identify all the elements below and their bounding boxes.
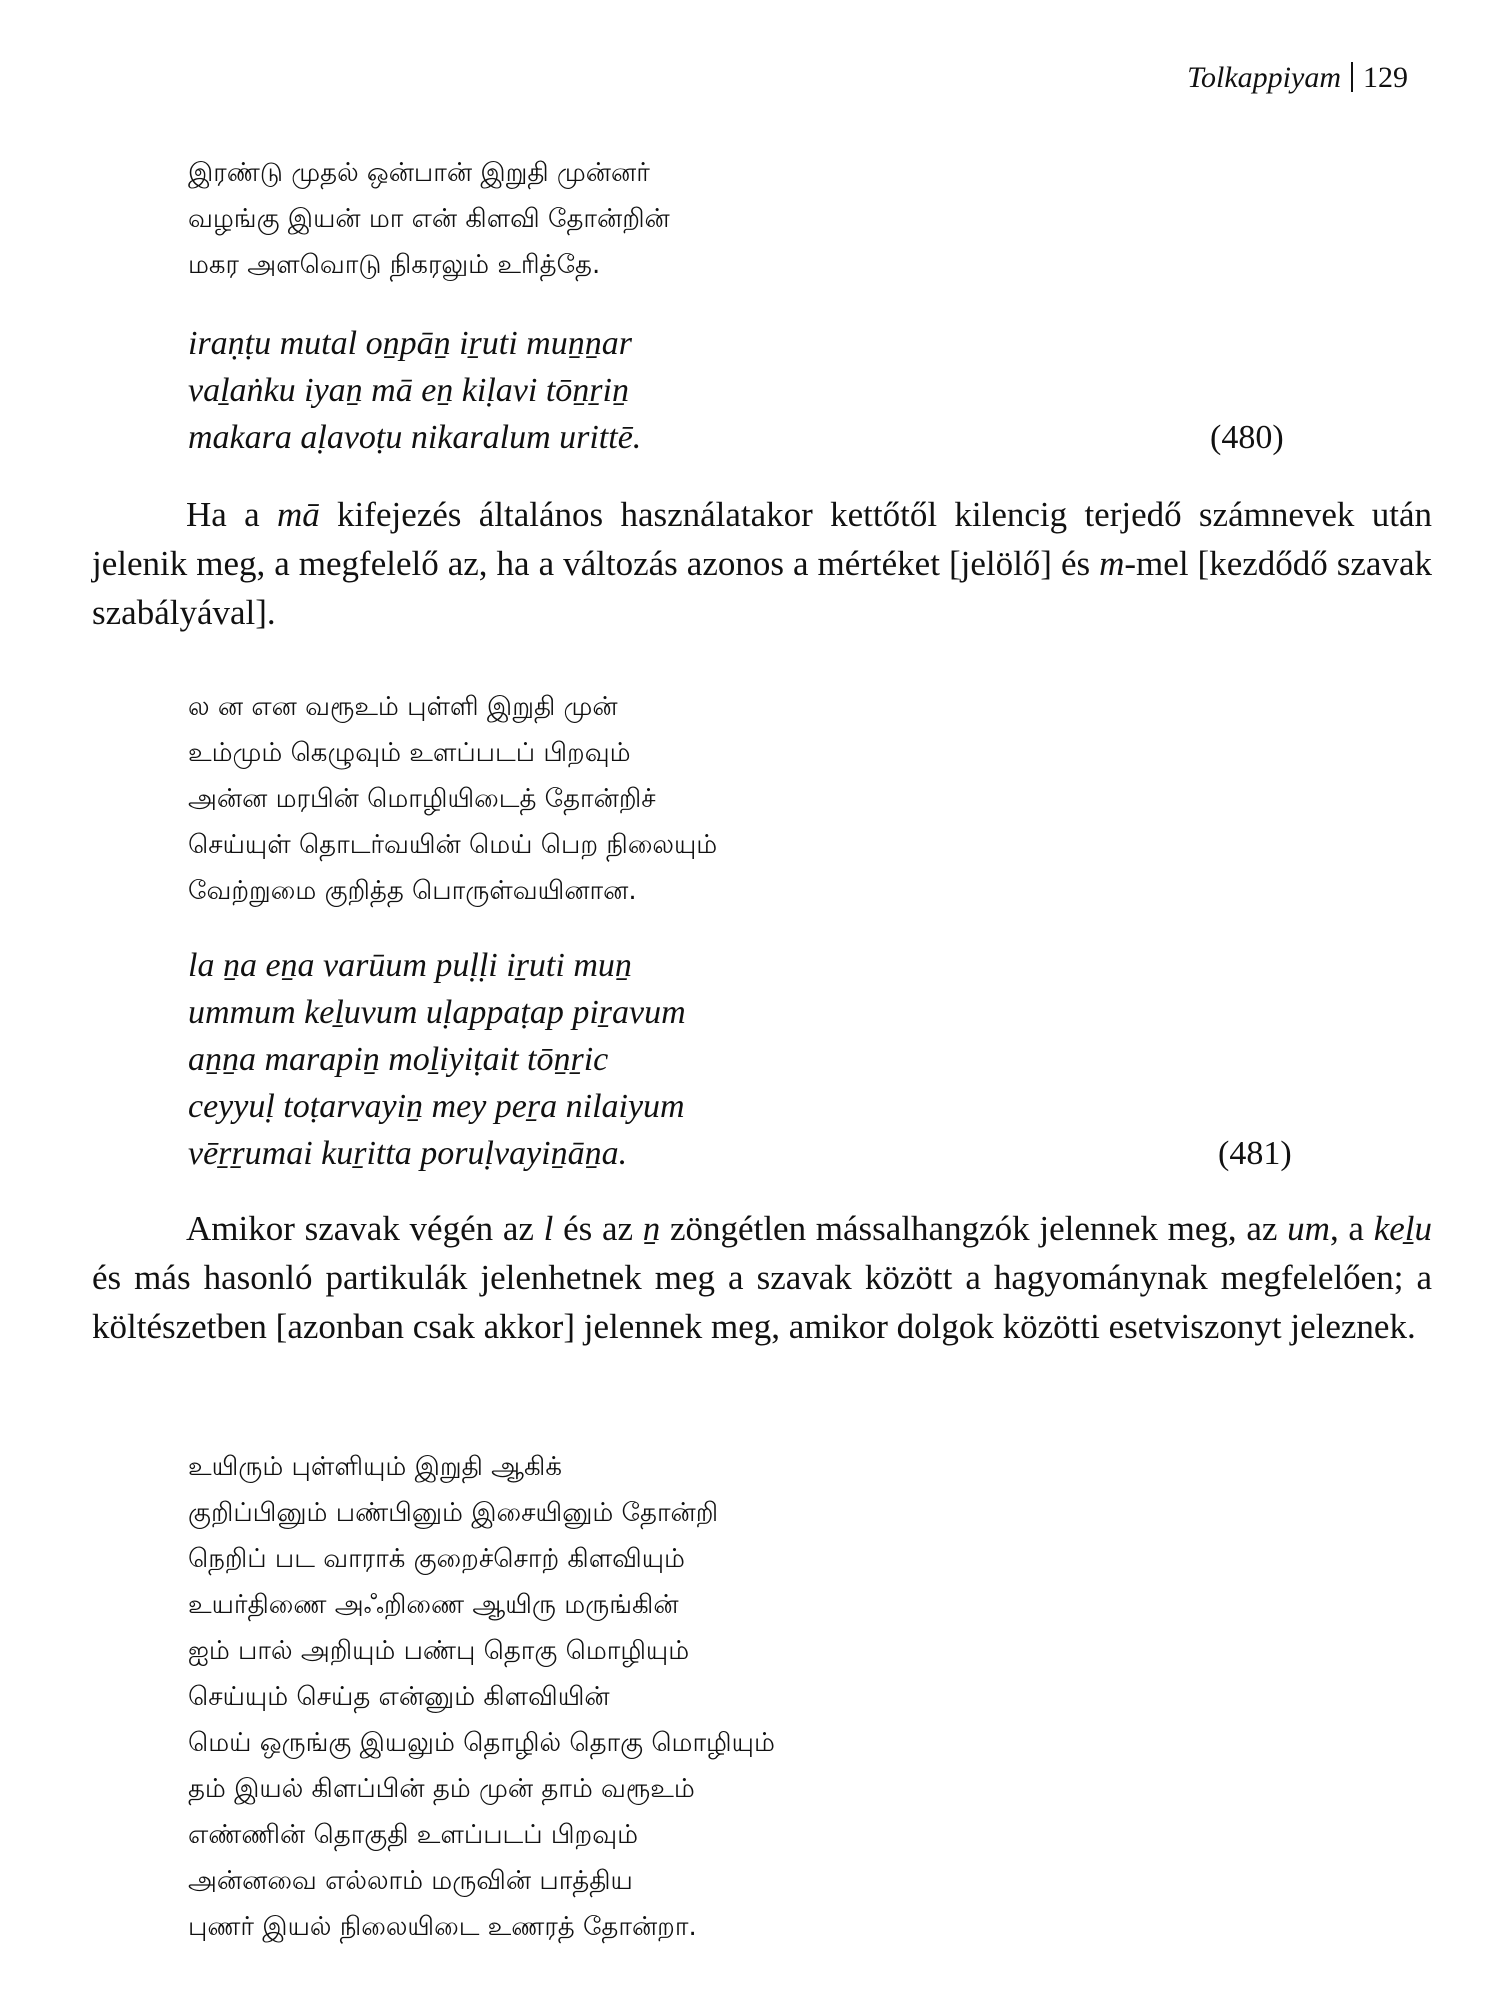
- translit-line: ceyyuḷ toṭarvayiṉ mey peṟa nilaiyum: [188, 1088, 685, 1125]
- tamil-line: புணர் இயல் நிலையிடை உணரத் தோன்றா.: [188, 1912, 697, 1942]
- tamil-line: எண்ணின் தொகுதி உளப்படப் பிறவும்: [188, 1820, 639, 1850]
- verse-482-tamil: [188, 1444, 775, 1950]
- text-run: , a: [1329, 1209, 1374, 1248]
- tamil-line: உம்மும் கெழுவும் உளப்படப் பிறவும்: [188, 738, 631, 768]
- translit-line: vaḻaṅku iyaṉ mā eṉ kiḷavi tōṉṟiṉ: [188, 372, 629, 409]
- tamil-line: மெய் ஒருங்கு இயலும் தொழில் தொகு மொழியும்: [188, 1728, 775, 1758]
- running-head: [1187, 58, 1408, 98]
- tamil-line: ஐம் பால் அறியும் பண்பு தொகு மொழியும்: [188, 1636, 690, 1666]
- verse-number: (480): [1210, 419, 1284, 456]
- translit-line: makara aḷavoṭu nikaralum urittē.: [188, 419, 642, 456]
- emphasis: keḻu: [1373, 1209, 1432, 1248]
- emphasis: um: [1287, 1209, 1330, 1248]
- tamil-line: ல ன என வரூஉம் புள்ளி இறுதி முன்: [188, 692, 618, 722]
- text-run: zöngétlen mássalhangzók jelennek meg, az: [660, 1209, 1288, 1248]
- verse-480-transliteration: [188, 320, 1300, 461]
- text-run: Ha a: [186, 495, 277, 534]
- emphasis: ṉ: [642, 1209, 661, 1248]
- tamil-line: வேற்றுமை குறித்த பொருள்வயினான.: [188, 876, 637, 906]
- translation-paragraph-481: [92, 1204, 1432, 1351]
- tamil-line: நெறிப் பட வாராக் குறைச்சொற் கிளவியும்: [188, 1544, 685, 1574]
- verse-number: (481): [1218, 1135, 1292, 1172]
- verse-480-tamil: [188, 150, 670, 288]
- verse-481-tamil: [188, 684, 717, 914]
- translit-line: la ṉa eṉa varūum puḷḷi iṟuti muṉ: [188, 947, 632, 984]
- tamil-line: தம் இயல் கிளப்பின் தம் முன் தாம் வரூஉம்: [188, 1774, 695, 1804]
- emphasis: m: [1099, 544, 1125, 583]
- text-run: kifejezés általános használatakor kettőtől kilencig terjedő számnevek után jelenik meg, a megfelelő az, ha a változás azonos a mértéket [jelölő] és: [92, 495, 1432, 583]
- verse-481-transliteration: [188, 942, 1300, 1177]
- emphasis: l: [543, 1209, 554, 1248]
- tamil-line: செய்யுள் தொடர்வயின் மெய் பெற நிலையும்: [188, 830, 718, 860]
- tamil-line: அன்ன மரபின் மொழியிடைத் தோன்றிச்: [188, 784, 656, 814]
- tamil-line: உயிரும் புள்ளியும் இறுதி ஆகிக்: [188, 1452, 562, 1482]
- tamil-line: அன்னவை எல்லாம் மருவின் பாத்திய: [188, 1866, 633, 1896]
- book-title: Tolkappiyam: [1187, 61, 1341, 94]
- text-run: és az: [553, 1209, 643, 1248]
- translit-line: iraṇṭu mutal oṉpāṉ iṟuti muṉṉar: [188, 325, 632, 362]
- tamil-line: செய்யும் செய்த என்னும் கிளவியின்: [188, 1682, 610, 1712]
- translit-line: vēṟṟumai kuṟitta poruḷvayiṉāṉa.: [188, 1135, 628, 1172]
- translit-line: ummum keḻuvum uḷappaṭap piṟavum: [188, 994, 686, 1031]
- tamil-line: குறிப்பினும் பண்பினும் இசையினும் தோன்றி: [188, 1498, 719, 1528]
- translation-paragraph-480: [92, 490, 1432, 637]
- translit-line: aṉṉa marapiṉ moḻiyiṭait tōṉṟic: [188, 1041, 609, 1078]
- tamil-line: உயர்திணை அஃறிணை ஆயிரு மருங்கின்: [188, 1590, 679, 1620]
- page-number: 129: [1363, 61, 1408, 94]
- text-run: Amikor szavak végén az: [186, 1209, 544, 1248]
- text-run: és más hasonló partikulák jelenhetnek meg a szavak között a hagyománynak megfelelően; a költészetben [azonban csak akkor] jelennek meg, amikor dolgok közötti esetviszonyt jeleznek.: [92, 1258, 1432, 1346]
- tamil-line: இரண்டு முதல் ஒன்பான் இறுதி முன்னர்: [188, 158, 650, 188]
- tamil-line: மகர அளவொடு நிகரலும் உரித்தே.: [188, 250, 601, 280]
- header-divider: [1351, 62, 1353, 92]
- text-run: -mel [kezdődő szavak szabályával].: [92, 544, 1432, 632]
- emphasis: mā: [276, 495, 320, 534]
- tamil-line: வழங்கு இயன் மா என் கிளவி தோன்றின்: [188, 204, 670, 234]
